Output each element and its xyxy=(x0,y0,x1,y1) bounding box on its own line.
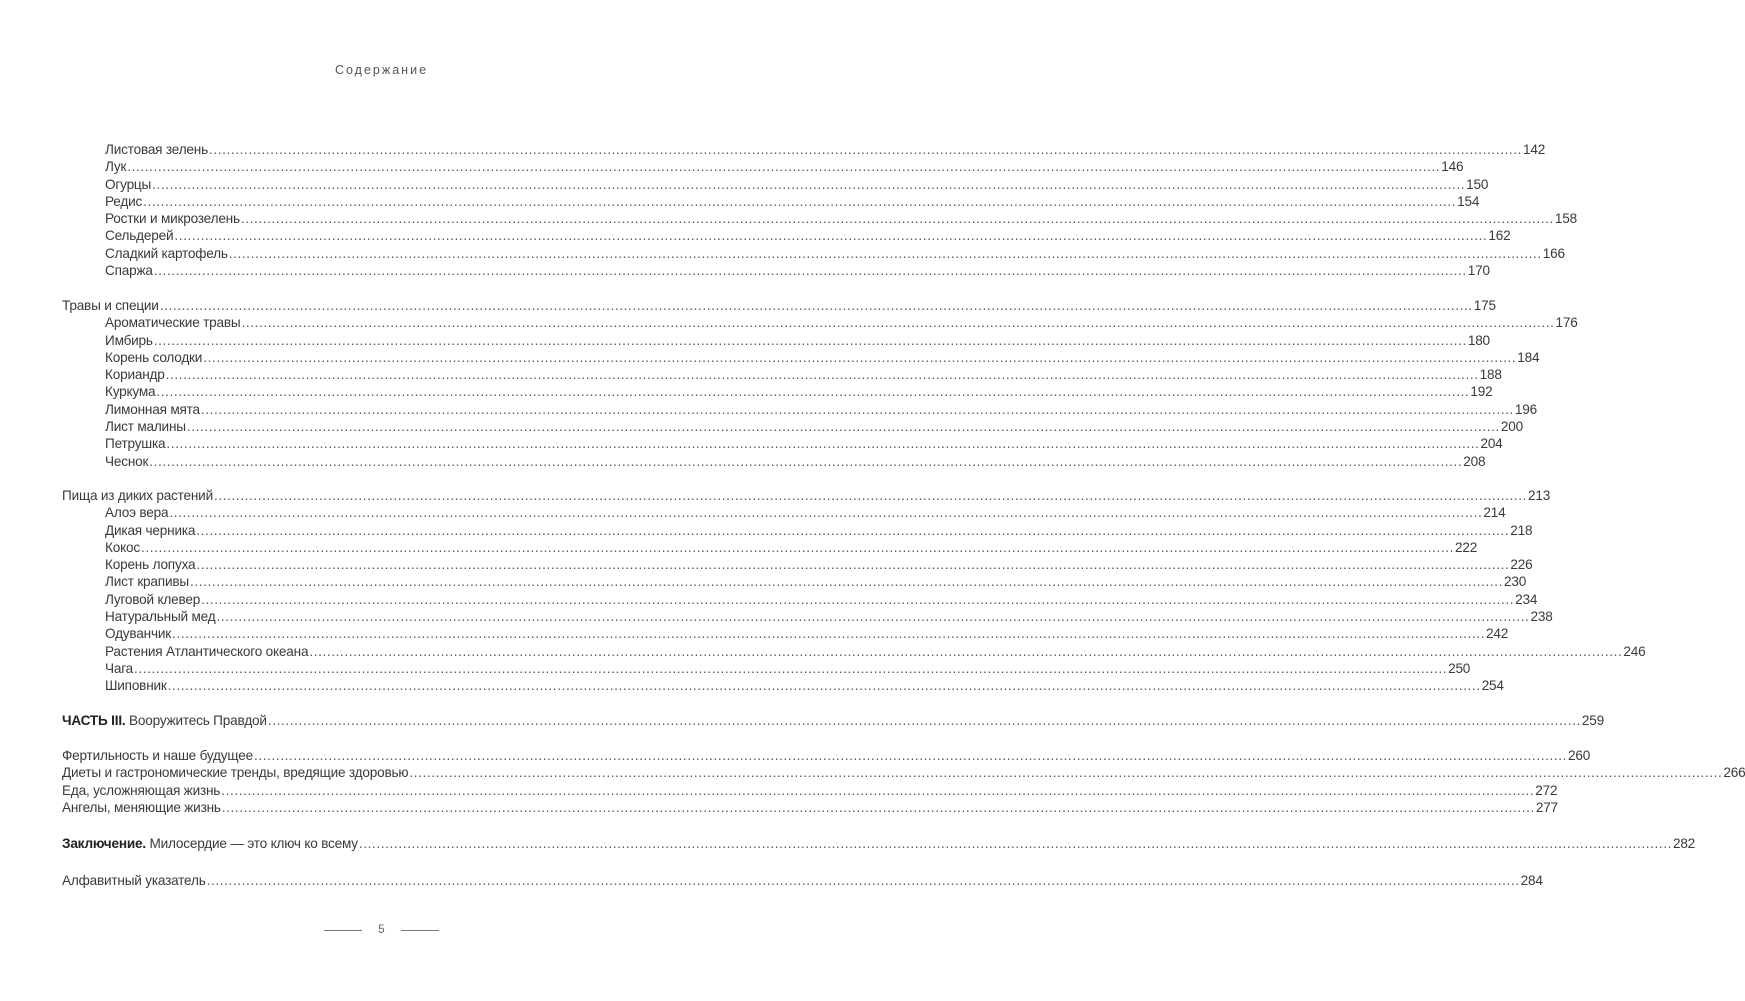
toc-entry-title xyxy=(105,383,155,400)
toc-entry-title xyxy=(105,608,215,625)
dot-leader: ............................................................................................................................................................................................................................................................................................................ xyxy=(208,142,1523,157)
toc-entry-page: 158 xyxy=(1554,211,1577,227)
toc-entry-page: 184 xyxy=(1517,349,1540,365)
dot-leader: ............................................................................................................................................................................................................................................................................................................ xyxy=(152,176,1466,192)
toc-entry[interactable] xyxy=(62,625,1509,642)
footer-rule-right xyxy=(401,930,439,931)
toc-entry-title xyxy=(105,504,168,521)
toc-entry-text: Шиповник xyxy=(105,678,167,694)
toc-entry-text: Ароматические травы xyxy=(105,315,241,331)
toc-entry[interactable] xyxy=(62,366,1502,383)
toc-entry-title xyxy=(105,349,202,366)
toc-entry-title xyxy=(105,418,186,435)
toc-entry[interactable] xyxy=(62,193,1480,210)
toc-entry-title xyxy=(105,176,151,193)
toc-entry-title xyxy=(105,227,173,244)
toc-entry[interactable] xyxy=(62,872,1543,889)
toc-entry-text: Алфавитный указатель xyxy=(62,873,206,888)
dot-leader: ............................................................................................................................................................................................................................................................................................................ xyxy=(201,591,1515,607)
toc-section xyxy=(62,487,1646,695)
toc-entry-page: 214 xyxy=(1483,505,1506,521)
toc-entry-title xyxy=(105,158,126,175)
toc-entry[interactable] xyxy=(62,227,1511,244)
page-number: 5 xyxy=(378,924,385,936)
toc-entry-title xyxy=(62,297,159,314)
toc-section xyxy=(62,712,1604,729)
toc-entry-text: Спаржа xyxy=(105,263,153,279)
toc-entry[interactable] xyxy=(62,297,1496,314)
toc-entry[interactable] xyxy=(62,712,1604,729)
toc-entry[interactable] xyxy=(62,608,1553,625)
toc-entry-text: Чага xyxy=(105,660,134,676)
toc-entry-title xyxy=(105,625,171,642)
toc-entry[interactable] xyxy=(62,262,1490,279)
toc-entry-title xyxy=(62,782,220,799)
toc-entry-title xyxy=(105,210,240,227)
toc-entry-title xyxy=(105,453,148,470)
toc-entry-text: Куркума xyxy=(105,384,156,400)
dot-leader: ............................................................................................................................................................................................................................................................................................................ xyxy=(143,193,1457,209)
toc-entry-page: 250 xyxy=(1448,660,1471,676)
toc-entry-page: 188 xyxy=(1479,367,1502,383)
dot-leader: ............................................................................................................................................................................................................................................................................................................ xyxy=(196,522,1510,538)
toc-entry-page: 142 xyxy=(1523,142,1546,157)
toc-entry-text: Сельдерей xyxy=(105,228,174,244)
dot-leader: ............................................................................................................................................................................................................................................................................................................ xyxy=(253,748,1567,763)
toc-section xyxy=(62,747,1745,816)
toc-entry[interactable] xyxy=(62,660,1471,677)
toc-entry-text: Редис xyxy=(105,193,143,209)
toc-entry-text: Лист малины xyxy=(105,419,186,435)
toc-entry-text: Алоэ вера xyxy=(105,505,169,521)
toc-entry-text: Корень лопуха xyxy=(105,557,196,573)
toc-entry[interactable] xyxy=(62,504,1506,521)
toc-entry-title xyxy=(105,193,142,210)
toc-entry-title xyxy=(105,522,195,539)
dot-leader: ............................................................................................................................................................................................................................................................................................................ xyxy=(309,643,1623,659)
toc-entry-title xyxy=(105,435,165,452)
toc-entry-text: Еда, усложняющая жизнь xyxy=(62,782,221,798)
toc-entry-text: Фертильность и наше будущее xyxy=(62,748,253,763)
toc-entry-page: 282 xyxy=(1672,836,1696,851)
toc-entry-text: Сладкий картофель xyxy=(105,245,228,261)
toc-entry-page: 192 xyxy=(1470,384,1493,400)
toc-entry-title xyxy=(105,591,200,608)
toc-entry-title xyxy=(62,799,221,816)
toc-entry-text: Одуванчик xyxy=(105,626,171,642)
toc-entry-title xyxy=(62,764,408,781)
dot-leader: ............................................................................................................................................................................................................................................................................................................ xyxy=(153,263,1467,279)
dot-leader: ............................................................................................................................................................................................................................................................................................................ xyxy=(196,557,1510,573)
toc-entry-text: Вооружитесь Правдой xyxy=(129,713,267,728)
toc-entry-title xyxy=(105,660,133,677)
toc-entry[interactable] xyxy=(62,522,1533,539)
toc-entry-text: Чеснок xyxy=(105,453,149,469)
toc-entry-page: 260 xyxy=(1567,748,1591,763)
toc-entry-title xyxy=(62,747,253,764)
toc-entry[interactable] xyxy=(62,158,1464,175)
toc-entry-text: Петрушка xyxy=(105,436,166,452)
toc-entry[interactable] xyxy=(62,349,1540,366)
toc-entry[interactable] xyxy=(62,835,1696,852)
dot-leader: ............................................................................................................................................................................................................................................................................................................ xyxy=(171,626,1485,642)
dot-leader: ............................................................................................................................................................................................................................................................................................................ xyxy=(240,211,1554,227)
dot-leader: ............................................................................................................................................................................................................................................................................................................ xyxy=(149,453,1463,469)
toc-entry-page: 284 xyxy=(1520,873,1543,888)
toc-entry-page: 150 xyxy=(1466,176,1489,192)
toc-entry-title xyxy=(105,366,165,383)
toc-entry-label: ЧАСТЬ III. xyxy=(62,713,126,728)
toc-entry-page: 176 xyxy=(1555,315,1578,331)
toc-entry[interactable] xyxy=(62,591,1538,608)
dot-leader: ............................................................................................................................................................................................................................................................................................................ xyxy=(169,505,1483,521)
toc-entry[interactable] xyxy=(62,210,1577,227)
toc-entry-text: Милосердие — это ключ ко всему xyxy=(149,836,358,851)
dot-leader: ............................................................................................................................................................................................................................................................................................................ xyxy=(153,332,1467,348)
toc-entry-title xyxy=(62,712,267,729)
dot-leader: ............................................................................................................................................................................................................................................................................................................ xyxy=(127,159,1441,175)
toc-entry-page: 277 xyxy=(1535,799,1558,815)
toc-entry-page: 272 xyxy=(1535,782,1558,798)
toc-entry-title xyxy=(105,643,308,660)
dot-leader: ............................................................................................................................................................................................................................................................................................................ xyxy=(203,349,1517,365)
toc-entry-page: 259 xyxy=(1581,713,1604,728)
toc-entry-text: Ангелы, меняющие жизнь xyxy=(62,799,221,815)
toc-entry[interactable] xyxy=(62,556,1533,573)
page-footer xyxy=(0,924,763,936)
toc-entry[interactable] xyxy=(62,677,1504,694)
toc-entry-page: 226 xyxy=(1510,557,1533,573)
toc-entry-text: Пища из диких растений xyxy=(62,488,213,503)
dot-leader: ............................................................................................................................................................................................................................................................................................................ xyxy=(216,609,1530,625)
toc-entry-title xyxy=(105,677,167,694)
toc-entry-text: Ростки и микрозелень xyxy=(105,211,240,227)
toc-entry-text: Огурцы xyxy=(105,176,152,192)
toc-entry-page: 204 xyxy=(1480,436,1503,452)
dot-leader: ............................................................................................................................................................................................................................................................................................................ xyxy=(200,401,1514,417)
toc-entry[interactable] xyxy=(62,487,1551,504)
toc-entry-title xyxy=(105,262,153,279)
toc-entry-text: Кокос xyxy=(105,539,140,555)
toc-entry-title xyxy=(105,141,208,158)
dot-leader: ............................................................................................................................................................................................................................................................................................................ xyxy=(409,765,1723,781)
toc-entry[interactable] xyxy=(62,383,1493,400)
toc-entry[interactable] xyxy=(62,435,1503,452)
toc-entry-text: Кориандр xyxy=(105,367,165,383)
toc-entry-label: Заключение. xyxy=(62,836,146,851)
toc-entry-text: Диеты и гастрономические тренды, вредящие здоровью xyxy=(62,765,409,781)
toc-entry-page: 234 xyxy=(1515,591,1538,607)
toc-entry-page: 196 xyxy=(1514,401,1537,417)
dot-leader: ............................................................................................................................................................................................................................................................................................................ xyxy=(241,315,1555,331)
dot-leader: ............................................................................................................................................................................................................................................................................................................ xyxy=(228,245,1542,261)
dot-leader: ............................................................................................................................................................................................................................................................................................................ xyxy=(358,836,1672,851)
toc-entry-page: 200 xyxy=(1500,419,1523,435)
toc-entry[interactable] xyxy=(62,782,1558,799)
toc-entry-page: 154 xyxy=(1457,193,1480,209)
toc-entry-page: 218 xyxy=(1510,522,1533,538)
toc-entry-text: Лимонная мята xyxy=(105,401,200,417)
footer-rule-left xyxy=(324,930,362,931)
toc-entry-title xyxy=(105,539,140,556)
toc-entry[interactable] xyxy=(62,453,1486,470)
toc-entry-title xyxy=(62,835,358,852)
toc-entry-title xyxy=(62,487,213,504)
toc-entry-page: 246 xyxy=(1623,643,1646,659)
dot-leader: ............................................................................................................................................................................................................................................................................................................ xyxy=(186,419,1500,435)
toc-section xyxy=(62,141,1577,279)
dot-leader: ............................................................................................................................................................................................................................................................................................................ xyxy=(156,384,1470,400)
toc-entry[interactable] xyxy=(62,799,1558,816)
toc-entry-page: 238 xyxy=(1530,609,1553,625)
toc-entry-text: Корень солодки xyxy=(105,349,203,365)
dot-leader: ............................................................................................................................................................................................................................................................................................................ xyxy=(166,436,1480,452)
toc-entry[interactable] xyxy=(62,764,1745,781)
toc-entry-title xyxy=(105,332,153,349)
dot-leader: ............................................................................................................................................................................................................................................................................................................ xyxy=(140,539,1454,555)
dot-leader: ............................................................................................................................................................................................................................................................................................................ xyxy=(206,873,1520,888)
toc-entry-page: 266 xyxy=(1723,765,1745,781)
dot-leader: ............................................................................................................................................................................................................................................................................................................ xyxy=(167,678,1481,694)
toc-entry-page: 208 xyxy=(1463,453,1486,469)
toc-entry-page: 230 xyxy=(1503,574,1527,590)
dot-leader: ............................................................................................................................................................................................................................................................................................................ xyxy=(221,799,1535,815)
toc-entry[interactable] xyxy=(62,401,1537,418)
toc-entry-text: Листовая зелень xyxy=(105,142,208,157)
toc-entry-title xyxy=(105,573,189,590)
toc-entry-title xyxy=(105,401,200,418)
dot-leader: ............................................................................................................................................................................................................................................................................................................ xyxy=(189,574,1503,590)
dot-leader: ............................................................................................................................................................................................................................................................................................................ xyxy=(165,367,1479,383)
toc-entry[interactable] xyxy=(62,176,1489,193)
toc-section xyxy=(62,835,1696,852)
toc-entry-text: Лист крапивы xyxy=(105,574,189,590)
dot-leader: ............................................................................................................................................................................................................................................................................................................ xyxy=(159,298,1473,313)
toc-entry-page: 162 xyxy=(1488,228,1511,244)
toc-entry-text: Дикая черника xyxy=(105,522,196,538)
toc-section xyxy=(62,297,1578,470)
toc-entry-text: Травы и специи xyxy=(62,298,159,313)
toc-entry-text: Лук xyxy=(105,159,127,175)
dot-leader: ............................................................................................................................................................................................................................................................................................................ xyxy=(267,713,1581,728)
toc-entry-page: 222 xyxy=(1454,539,1478,555)
toc-entry[interactable] xyxy=(62,539,1478,556)
toc-entry-page: 180 xyxy=(1467,332,1490,348)
toc-section xyxy=(62,872,1543,889)
toc-entry-page: 170 xyxy=(1467,263,1490,279)
toc-entry-page: 146 xyxy=(1441,159,1464,175)
dot-leader: ............................................................................................................................................................................................................................................................................................................ xyxy=(213,488,1528,503)
toc-entry[interactable] xyxy=(62,643,1646,660)
toc-entry-title xyxy=(105,245,228,262)
dot-leader: ............................................................................................................................................................................................................................................................................................................ xyxy=(174,228,1488,244)
toc-entry-text: Натуральный мед xyxy=(105,609,216,625)
dot-leader: ............................................................................................................................................................................................................................................................................................................ xyxy=(221,782,1535,798)
dot-leader: ............................................................................................................................................................................................................................................................................................................ xyxy=(134,660,1448,676)
toc-entry[interactable] xyxy=(62,418,1523,435)
toc-entry[interactable] xyxy=(62,314,1578,331)
toc-entry[interactable] xyxy=(62,573,1527,590)
toc-entry-page: 213 xyxy=(1528,488,1551,503)
toc-entry-title xyxy=(105,314,240,331)
toc-entry[interactable] xyxy=(62,141,1546,158)
toc-entry[interactable] xyxy=(62,245,1565,262)
toc-entry-text: Луговой клевер xyxy=(105,591,201,607)
toc-entry-title xyxy=(62,872,206,889)
toc-entry-page: 166 xyxy=(1542,245,1565,261)
toc-entry[interactable] xyxy=(62,332,1490,349)
toc-entry-title xyxy=(105,556,195,573)
toc-entry-page: 254 xyxy=(1481,678,1504,694)
toc-entry-page: 242 xyxy=(1486,626,1509,642)
toc-entry[interactable] xyxy=(62,747,1591,764)
toc-entry-text: Имбирь xyxy=(105,332,153,348)
running-header: Содержание xyxy=(334,63,429,77)
toc-entry-text: Растения Атлантического океана xyxy=(105,643,309,659)
toc-entry-page: 175 xyxy=(1473,298,1496,313)
